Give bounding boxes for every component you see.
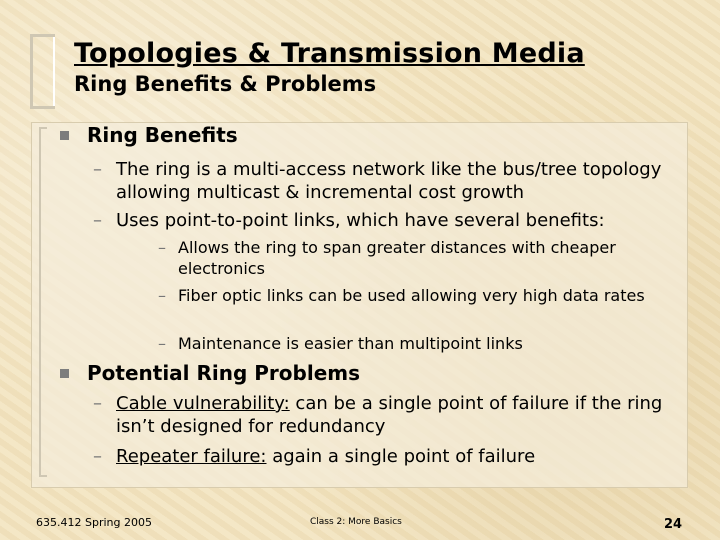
footer-class: Class 2: More Basics bbox=[310, 517, 402, 527]
term-description: can be a single point of failure if the ring isn’t designed for redundancy bbox=[116, 393, 663, 437]
list-item-text: Uses point-to-point links, which have several benefits: bbox=[116, 210, 605, 231]
bullet-label: Potential Ring Problems bbox=[87, 361, 361, 385]
content-frame-tick-top bbox=[39, 127, 47, 129]
sub-list-item-text: Fiber optic links can be used allowing very high data rates bbox=[178, 286, 645, 305]
content-frame-line bbox=[39, 127, 41, 477]
content-frame-tick-bottom bbox=[39, 475, 47, 477]
dash-icon: – bbox=[158, 238, 166, 257]
list-item bbox=[93, 445, 663, 468]
list-item-text bbox=[116, 445, 663, 468]
square-bullet-icon bbox=[60, 131, 69, 140]
page-number: 24 bbox=[664, 517, 683, 532]
sub-list-item-text: Maintenance is easier than multipoint links bbox=[178, 334, 523, 353]
dash-icon: – bbox=[93, 159, 102, 180]
slide-title: Topologies & Transmission Media bbox=[74, 38, 585, 69]
term-description: again a single point of failure bbox=[266, 446, 536, 467]
list-item-text bbox=[116, 392, 663, 438]
title-frame bbox=[30, 34, 55, 109]
term-cable-vulnerability: Cable vulnerability: bbox=[116, 393, 290, 414]
slide-subtitle: Ring Benefits & Problems bbox=[74, 72, 377, 96]
sub-list-item bbox=[158, 285, 678, 306]
dash-icon: – bbox=[158, 334, 166, 353]
dash-icon: – bbox=[93, 393, 102, 414]
dash-icon: – bbox=[158, 286, 166, 305]
square-bullet-icon bbox=[60, 369, 69, 378]
list-item bbox=[93, 209, 663, 232]
list-item bbox=[93, 392, 663, 438]
list-item-text: The ring is a multi-access network like the bus/tree topology allowing multicast & incremental cost growth bbox=[116, 159, 662, 203]
dash-icon: – bbox=[93, 210, 102, 231]
sub-list-item bbox=[158, 333, 678, 354]
bullet-label: Ring Benefits bbox=[87, 123, 238, 147]
sub-list-item-text: Allows the ring to span greater distances with cheaper electronics bbox=[178, 238, 616, 278]
footer-course: 635.412 Spring 2005 bbox=[36, 516, 152, 529]
list-item bbox=[93, 158, 663, 204]
term-repeater-failure: Repeater failure: bbox=[116, 446, 267, 467]
sub-list-item bbox=[158, 237, 678, 279]
dash-icon: – bbox=[93, 446, 102, 467]
